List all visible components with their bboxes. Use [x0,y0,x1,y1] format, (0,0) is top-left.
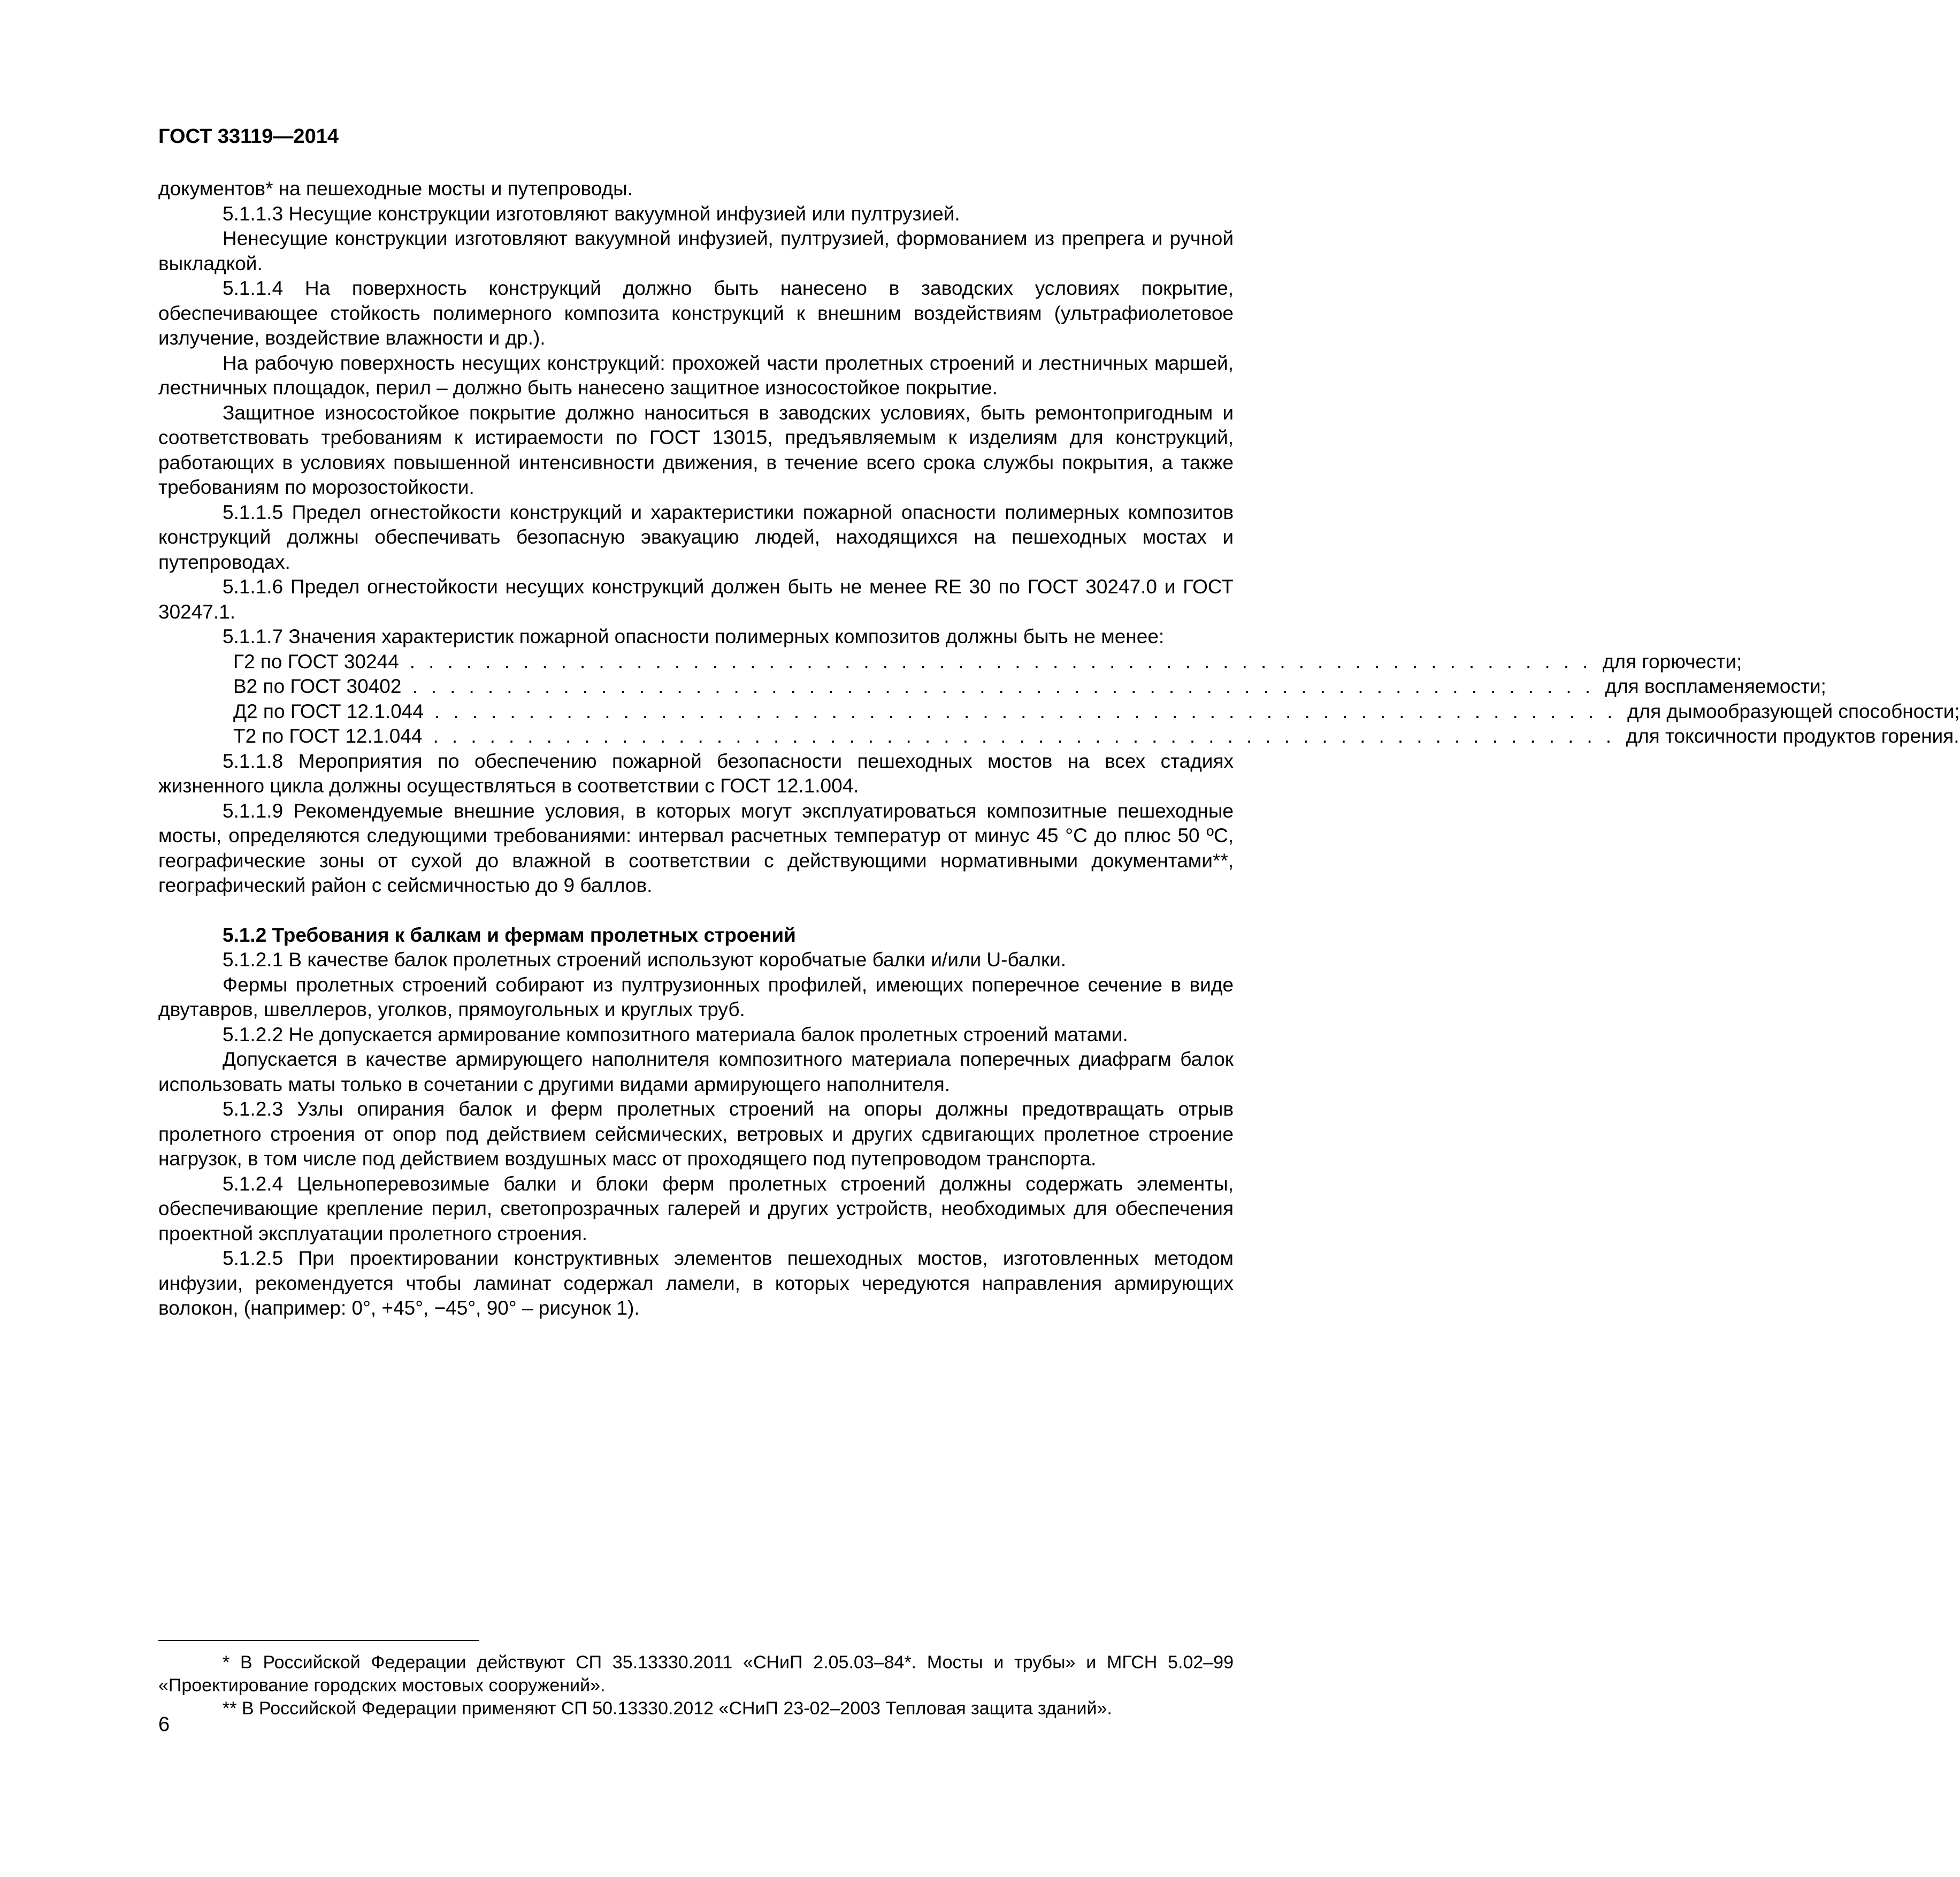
paragraph-continuation: документов* на пешеходные мосты и путепроводы. [158,178,633,200]
paragraph-mats-allowed: Допускается в качестве армирующего наполнителя композитного материала поперечных диафрагм балок использовать маты только в сочетании с другими видами армирующего наполнителя. [158,1048,1234,1095]
document-body [158,177,1960,1321]
paragraph-non-load-bearing: Ненесущие конструкции изготовляют вакуумной инфузией, пултрузией, формованием из препрега и ручной выкладкой. [158,227,1234,274]
paragraph-5-1-1-3: 5.1.1.3 Несущие конструкции изготовляют вакуумной инфузией или пултрузией. [223,202,960,225]
fire-hazard-list [158,650,1960,749]
section-spacer [158,898,1234,923]
list-item [158,724,1959,749]
list-item-name: Д2 по ГОСТ 12.1.044 [233,700,424,722]
list-item-value: для токсичности продуктов горения. [1626,725,1959,747]
list-item [158,674,1826,699]
footnote-2: ** В Российской Федерации применяют СП 50.13330.2012 «СНиП 23-02–2003 Тепловая защита зданий». [223,1698,1112,1719]
paragraph-protective-coating: Защитное износостойкое покрытие должно наноситься в заводских условиях, быть ремонтопригодным и соответствовать требованиям к истираемости по ГОСТ 13015, предъявляемым к изделиям для конструкций, работающих в условиях повышенной интенсивности движения, в течение всего срока службы покрытия, а также требованиям по морозостойкости. [158,401,1234,498]
list-item-value: для дымообразующей способности; [1627,700,1960,722]
section-heading: 5.1.2 Требования к балкам и фермам пролетных строений [223,924,796,946]
footnote-separator [158,1640,479,1641]
dot-leader: . . . . . . . . . . . . . . . . . . . . . . . . . . . . . . . . . . . . . . . . . . . . . . . . . . . . . . . . . . . . . . . [409,650,1592,673]
dot-leader: . . . . . . . . . . . . . . . . . . . . . . . . . . . . . . . . . . . . . . . . . . . . . . . . . . . . . . . . . . . . . . . [412,675,1595,697]
paragraph-5-1-1-8: 5.1.1.8 Мероприятия по обеспечению пожарной безопасности пешеходных мостов на всех стадиях жизненного цикла должны осуществляться в соответствии с ГОСТ 12.1.004. [158,750,1234,797]
paragraph-working-surface: На рабочую поверхность несущих конструкций: прохожей части пролетных строений и лестничных маршей, лестничных площадок, перил – должно быть нанесено защитное износостойкое покрытие. [158,352,1234,399]
paragraph-5-1-1-6: 5.1.1.6 Предел огнестойкости несущих конструкций должен быть не менее RE 30 по ГОСТ 30247.0 и ГОСТ 30247.1. [158,576,1234,623]
paragraph-5-1-2-1: 5.1.2.1 В качестве балок пролетных строений используют коробчатые балки и/или U-балки. [223,949,1067,971]
list-item [158,699,1960,724]
list-item-name: Т2 по ГОСТ 12.1.044 [233,725,423,747]
footnotes [158,1651,1234,1720]
list-item-name: В2 по ГОСТ 30402 [233,675,402,697]
paragraph-5-1-2-4: 5.1.2.4 Цельноперевозимые балки и блоки ферм пролетных строений должны содержать элементы, обеспечивающие крепление перил, светопрозрачных галерей и других устройств, необходимых для обеспечения проектной эксплуатации пролетного строения. [158,1172,1234,1245]
paragraph-5-1-2-3: 5.1.2.3 Узлы опирания балок и ферм пролетных строений на опоры должны предотвращать отрыв пролетного строения от опор под действием сейсмических, ветровых и других сдвигающих пролетное строение нагрузок, в том числе под действием воздушных масс от проходящего под путепроводом транспорта. [158,1098,1234,1170]
paragraph-trusses: Фермы пролетных строений собирают из пултрузионных профилей, имеющих поперечное сечение в виде двутавров, швеллеров, уголков, прямоугольных и круглых труб. [158,973,1234,1020]
dot-leader: . . . . . . . . . . . . . . . . . . . . . . . . . . . . . . . . . . . . . . . . . . . . . . . . . . . . . . . . . . . . . . . [434,700,1617,722]
paragraph-5-1-1-5: 5.1.1.5 Предел огнестойкости конструкций и характеристики пожарной опасности полимерных композитов конструкций должны обеспечивать безопасную эвакуацию людей, находящихся на пешеходных мостах и путепроводах. [158,501,1234,573]
paragraph-5-1-1-7: 5.1.1.7 Значения характеристик пожарной опасности полимерных композитов должны быть не менее: [223,625,1165,647]
paragraph-5-1-2-5: 5.1.2.5 При проектировании конструктивных элементов пешеходных мостов, изготовленных методом инфузии, рекомендуется чтобы ламинат содержал ламели, в которых чередуются направления армирующих волокон, (например: 0°, +45°, −45°, 90° – рисунок 1). [158,1247,1234,1319]
list-item [158,650,1742,675]
list-item-value: для горючести; [1602,650,1742,673]
paragraph-5-1-1-9: 5.1.1.9 Рекомендуемые внешние условия, в которых могут эксплуатироваться композитные пешеходные мосты, определяются следующими требованиями: интервал расчетных температур от минус 45 °С до плюс 50 ºС, географические зоны от сухой до влажной в соответствии с действующими нормативными документами**, географический район с сейсмичностью до 9 баллов. [158,799,1234,896]
page-number: 6 [158,1713,170,1736]
footnote-1: * В Российской Федерации действуют СП 35.13330.2011 «СНиП 2.05.03–84*. Мосты и трубы» и МГСН 5.02–99 «Проектирование городских мостовых сооружений». [158,1652,1234,1696]
document-code-header: ГОСТ 33119—2014 [158,125,339,148]
list-item-name: Г2 по ГОСТ 30244 [233,650,399,673]
paragraph-5-1-1-4: 5.1.1.4 На поверхность конструкций должно быть нанесено в заводских условиях покрытие, обеспечивающее стойкость полимерного композита конструкций к внешним воздействиям (ультрафиолетовое излучение, воздействие влажности и др.). [158,277,1234,349]
paragraph-5-1-2-2: 5.1.2.2 Не допускается армирование композитного материала балок пролетных строений матами. [223,1023,1128,1046]
dot-leader: . . . . . . . . . . . . . . . . . . . . . . . . . . . . . . . . . . . . . . . . . . . . . . . . . . . . . . . . . . . . . . . [433,725,1616,747]
list-item-value: для воспламеняемости; [1605,675,1826,697]
